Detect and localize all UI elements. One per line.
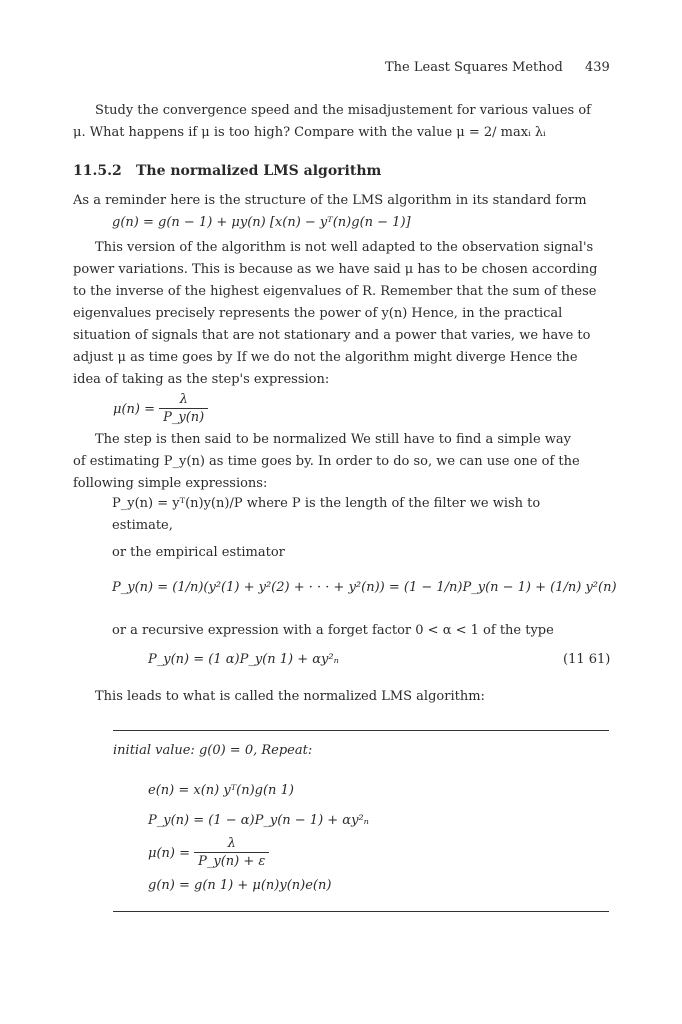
reminder-text: As a reminder here is the structure of the LMS algorithm in its standard form [73,193,587,208]
para1-line-2: power variations. This is because as we have said μ has to be chosen according [73,262,598,277]
step-fraction [159,392,208,427]
step-denominator: P_y(n) [159,408,208,427]
equation-recursive: P_y(n) = (1 α)P_y(n 1) + αy²ₙ [148,652,339,667]
algorithm-step-line [148,836,269,871]
equation-number: (11 61) [563,652,611,667]
step-numerator: λ [179,392,188,407]
section-number: 11.5.2 [73,163,122,179]
para1-line-5: situation of signals that are not stationary and a power that varies, we have to [73,328,591,343]
algorithm-error-line: e(n) = x(n) yᵀ(n)g(n 1) [148,783,294,798]
algorithm-top-rule [113,730,609,731]
para1-line-3: to the inverse of the highest eigenvalues of R. Remember that the sum of these [73,284,597,299]
running-title: The Least Squares Method [385,60,563,75]
item1-line-1: P_y(n) = yᵀ(n)y(n)/P where P is the length of the filter we wish to [112,496,541,511]
algorithm-step-denominator: P_y(n) + ε [194,852,269,871]
or-empirical: or the empirical estimator [112,545,285,560]
para2-line-1: The step is then said to be normalized We still have to find a simple way [95,432,572,447]
para1-line-4: eigenvalues precisely represents the power of y(n) Hence, in the practical [73,306,563,321]
algorithm-update-line: g(n) = g(n 1) + μ(n)y(n)e(n) [148,878,332,893]
para1-line-6: adjust μ as time goes by If we do not the algorithm might diverge Hence the [73,350,578,365]
para1-line-7: idea of taking as the step's expression: [73,372,330,387]
step-equation-lhs: μ(n) = [113,402,155,417]
algorithm-step-numerator: λ [227,836,236,851]
algorithm-init: initial value: g(0) = 0, Repeat: [113,743,313,758]
or-recursive: or a recursive expression with a forget factor 0 < α < 1 of the type [112,623,554,638]
equation-empirical: P_y(n) = (1/n)(y²(1) + y²(2) + · · · + y²(n)) = (1 − 1/n)P_y(n − 1) + (1/n) y²(n) [112,580,617,595]
item1-line-2: estimate, [112,518,173,533]
intro-line-2: μ. What happens if μ is too high? Compare with the value μ = 2/ maxᵢ λᵢ [73,125,546,140]
equation-standard-lms: g(n) = g(n − 1) + μy(n) [x(n) − yᵀ(n)g(n − 1)] [112,215,411,230]
leads-to-text: This leads to what is called the normalized LMS algorithm: [95,689,485,704]
para1-line-1: This version of the algorithm is not well adapted to the observation signal's [95,240,594,255]
page-number: 439 [585,60,610,75]
algorithm-power-line: P_y(n) = (1 − α)P_y(n − 1) + αy²ₙ [148,813,369,828]
algorithm-step-lhs: μ(n) = [148,846,190,861]
para2-line-3: following simple expressions: [73,476,268,491]
algorithm-step-fraction [194,836,269,871]
step-equation [113,392,208,427]
section-title: The normalized LMS algorithm [136,163,382,179]
para2-line-2: of estimating P_y(n) as time goes by. In order to do so, we can use one of the [73,454,580,469]
algorithm-bottom-rule [113,911,609,912]
intro-line-1: Study the convergence speed and the misadjustement for various values of [95,103,591,118]
